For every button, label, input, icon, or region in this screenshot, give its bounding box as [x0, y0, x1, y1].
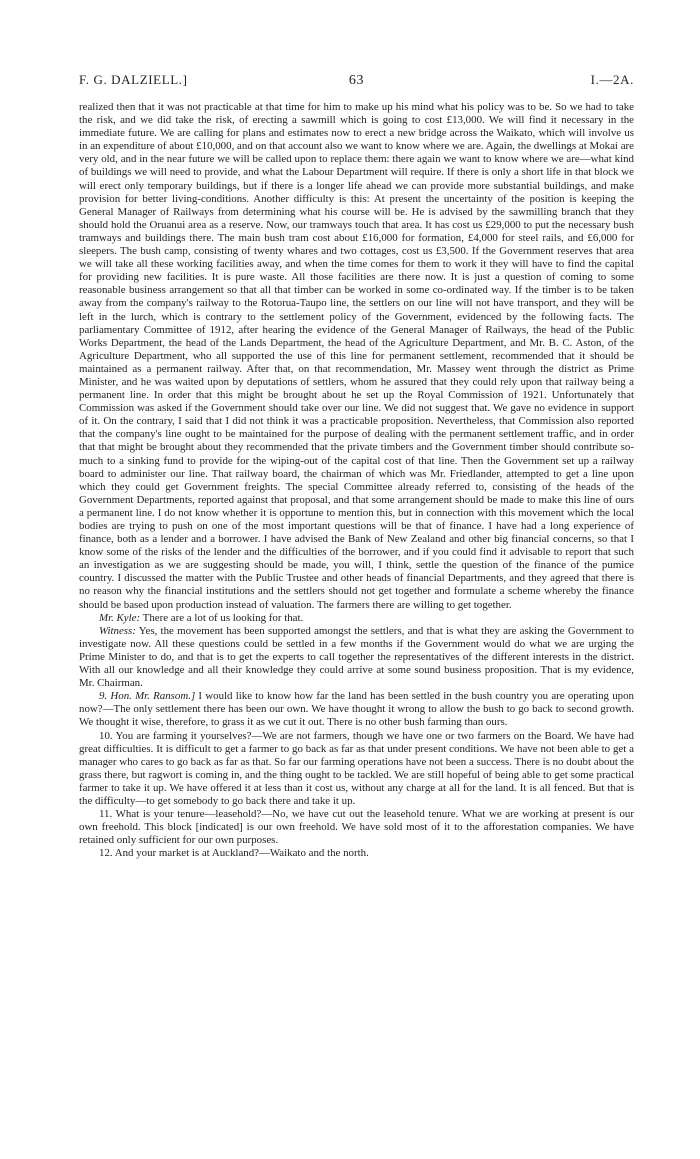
paragraph-text: I would like to know how far the land has been settled in the bush country you are operating upon now?—The only settlement there has been our own. We have thought it wrong to allow the bush to go back to second growth. We thought it wise, therefore, to grass it as we cut it out. There is no other bush farming than ours. [79, 690, 634, 729]
paragraph-text: realized then that it was not practicable at that time for him to make up his mind what his policy was to be. So we had to take the risk, and we did take the risk, of erecting a sawmill which is going to cost £13,000. We will find it necessary in the immediate future. We are calling for plans and estimates now to erect a new bridge across the Waikato, which will involve us in an expenditure of about £10,000, and on that account also we want to know where we are. Again, the dwellings at Mokai are very old, and in the near future we will be called upon to replace them: there again we want to know where we are—what kind of buildings we will need to provide, and what the Labour Department will require. If there is only a short life in that block we will erect only temporary buildings, but if there is a longer life ahead we can provide more substantial buildings, and make provision for better living-conditions. Another difficulty is this: At present the uncertainty of the position is keeping the General Manager of Railways from determining what his course will be. He is advised by the sawmilling branch that they should hold the Oruanui area as a reserve. Now, our tramways touch that area. It has cost us £29,000 to put the necessary bush tramways and buildings there. The main bush tram cost about £16,000 for formation, £4,000 for steel rails, and £6,000 for sleepers. The bush camp, consisting of twenty whares and two cottages, cost us £3,500. If the Government reserves that area we will take all these working facilities away, and when the time comes for them to work it they will have to find the capital for providing new facilities. It is pure waste. All those facilities are there now. It is just a question of coming to some reasonable business arrangement so that all that timber can be worked in some co-ordinated way. If the timber is to be taken away from the company's railway to the Rotorua-Taupo line, the settlers on our line will not have transport, and they will be left in the lurch, which is contrary to the settlement policy of the Government, evidenced by the following facts. The parliamentary Committee of 1912, after hearing the evidence of the General Manager of Railways, the head of the Public Works Department, the head of the Lands Department, the head of the Agriculture Department, and Mr. B. C. Aston, of the Agriculture Department, who all supported the use of this line for permanent settlement, recommended that it should be maintained as a permanent railway. After that, on that recommendation, Mr. Massey went through the district as Prime Minister, and he was waited upon by deputations of settlers, whom he assured that they could rely upon that railway being a permanent line. In order that this might be brought about he set up the Royal Commission of 1921. Unfortunately that Commission was asked if the Government should take over our line. We did not suggest that. We gave no evidence in support of it. On the contrary, I said that I did not think it was a practicable proposition. Nevertheless, that Commission also reported that the company's line ought to be maintained for the purpose of dealing with the permanent settlement traffic, and in order that that might be brought about they recommended that the private timbers and the Government timber should contribute so-much to a sinking fund to provide for the wiping-out of the capital cost of that line. Then the Government set up a railway board to administer our line. That railway board, the chairman of which was Mr. Friedlander, attempted to get a line upon which they could get Government freights. The special Committee already referred to, consisting of the heads of the Government Departments, reported against that proposal, and that some arrangement should be made to make this line of ours a permanent line. I do not know whether it is opportune to mention this, but in connection with this movement which the local bodies are trying to push on one of the most important questions will be that of finance. I have had a long experience of finance, both as a lender and a borrower. I have advised the Bank of New Zealand and other big financial concerns, so that I know some of the risks of the lender and the difficulties of the borrower, and if you could find it advisable to report that such an investigation as we are suggesting should be made, you will, I think, settle the question of the finance of the pumice country. I discussed the matter with the Public Trustee and other heads of financial Departments, and they agreed that there is no reason why the financial institutions and the settlers should not get together and formulate a scheme whereby the finance should be based upon production instead of valuation. The farmers there are willing to get together. [79, 101, 634, 611]
header-reference: I.—2A. [590, 72, 634, 87]
paragraph-text: 11. What is your tenure—leasehold?—No, we have cut out the leasehold tenure. What we are working at present is our own freehold. This block [indicated] is our own freehold. We have sold most of it to the afforestation companies. We have retained only sufficient for our own purposes. [79, 808, 634, 847]
paragraph-3 [79, 625, 634, 690]
header-author: F. G. DALZIELL.] [79, 72, 188, 87]
document-body [79, 101, 634, 860]
paragraph-text: There are a lot of us looking for that. [140, 611, 304, 624]
speaker: 9. Hon. Mr. Ransom.] [99, 690, 196, 703]
paragraph-4 [79, 690, 634, 729]
paragraph-2 [79, 612, 634, 625]
paragraph-6 [79, 808, 634, 847]
page-number: 63 [348, 73, 365, 88]
paragraph-text: 12. And your market is at Auckland?—Waikato and the north. [99, 847, 369, 860]
paragraph-text: Yes, the movement has been supported amongst the settlers, and that is what they are asking the Government to investigate now. All these questions could be settled in a few months if the Government would do what we are urging the Prime Minister to do, and that is to get the experts to call together the representatives of the different interests in the district. With all our knowledge and all their knowledge they could arrive at some sound business proposition. That is my evidence, Mr. Chairman. [79, 624, 634, 690]
paragraph-5 [79, 730, 634, 809]
speaker: Witness: [99, 624, 136, 637]
page-header [79, 72, 634, 89]
speaker: Mr. Kyle: [99, 611, 141, 624]
paragraph-7 [79, 847, 634, 860]
paragraph-text: 10. You are farming it yourselves?—We are not farmers, though we have one or two farmers on the Board. We have had great difficulties. It is difficult to get a farmer to go back as far as that under present conditions. We have not been able to get a manager who cares to go back as far as that. So far our farming operations have not been a success. There is no doubt about the grass there, but ragwort is coming in, and the thing ought to be tackled. We are still hopeful of being able to get some practical farmer to take it up. We have offered it at less than it cost us, without any charge at all for the land. It is all fenced. But that is the difficulty—to get somebody to go back there and take it up. [79, 729, 634, 807]
document-page [79, 72, 634, 860]
paragraph-1 [79, 101, 634, 612]
